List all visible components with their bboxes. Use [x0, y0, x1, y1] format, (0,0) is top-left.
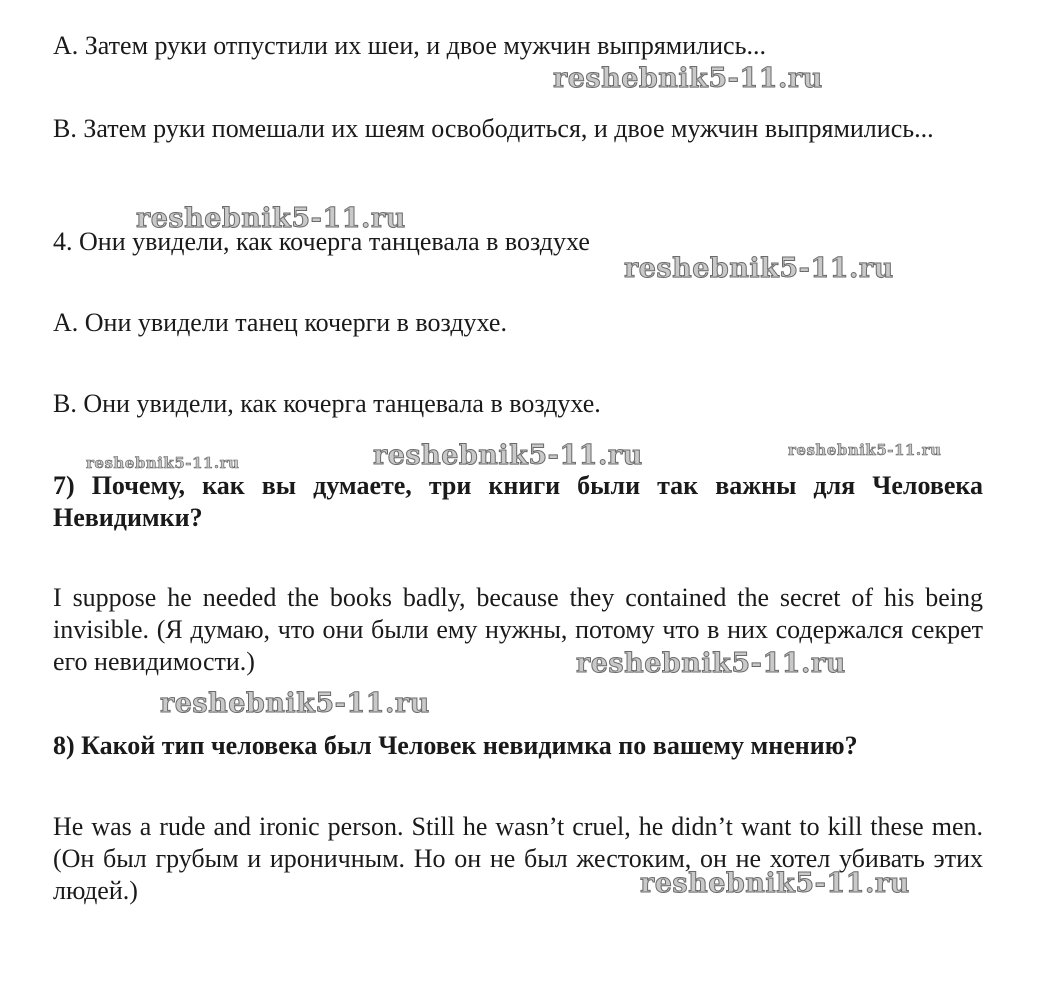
watermark-logo: reshebnik5-11.ru	[553, 63, 823, 94]
item3-option-a: A. Затем руки отпустили их шеи, и двое мужчин выпрямились...	[53, 31, 766, 60]
watermark-logo: reshebnik5-11.ru	[86, 454, 240, 472]
item3-option-b: B. Затем руки помешали их шеям освободиться, и двое мужчин выпрямились...	[53, 114, 934, 143]
item4-option-a: A. Они увидели танец кочерги в воздухе.	[53, 308, 507, 337]
watermark-logo: reshebnik5-11.ru	[160, 688, 430, 719]
watermark-logo: reshebnik5-11.ru	[136, 203, 406, 234]
q7-answer: I suppose he needed the books badly, because they contained the secret of his being invisible. (Я думаю, что они были ему нужны, потому что в них содержался секрет его невидимости.)	[53, 583, 983, 676]
item4-question: 4. Они увидели, как кочерга танцевала в воздухе	[53, 227, 590, 256]
watermark-logo: reshebnik5-11.ru	[640, 868, 910, 899]
q7-question: 7) Почему, как вы думаете, три книги были так важны для Человека Невидимки?	[53, 471, 983, 532]
q8-question: 8) Какой тип человека был Человек невидимка по вашему мнению?	[53, 731, 858, 760]
watermark-logo: reshebnik5-11.ru	[373, 440, 643, 471]
watermark-logo: reshebnik5-11.ru	[788, 441, 942, 459]
item4-option-b: B. Они увидели, как кочерга танцевала в воздухе.	[53, 389, 601, 418]
q8-answer: He was a rude and ironic person. Still he wasn’t cruel, he didn’t want to kill these men. (Он был грубым и ироничным. Но он не был жестоким, он не хотел убивать этих людей.)	[53, 812, 983, 905]
watermark-logo: reshebnik5-11.ru	[624, 253, 894, 284]
watermark-logo: reshebnik5-11.ru	[576, 648, 846, 679]
